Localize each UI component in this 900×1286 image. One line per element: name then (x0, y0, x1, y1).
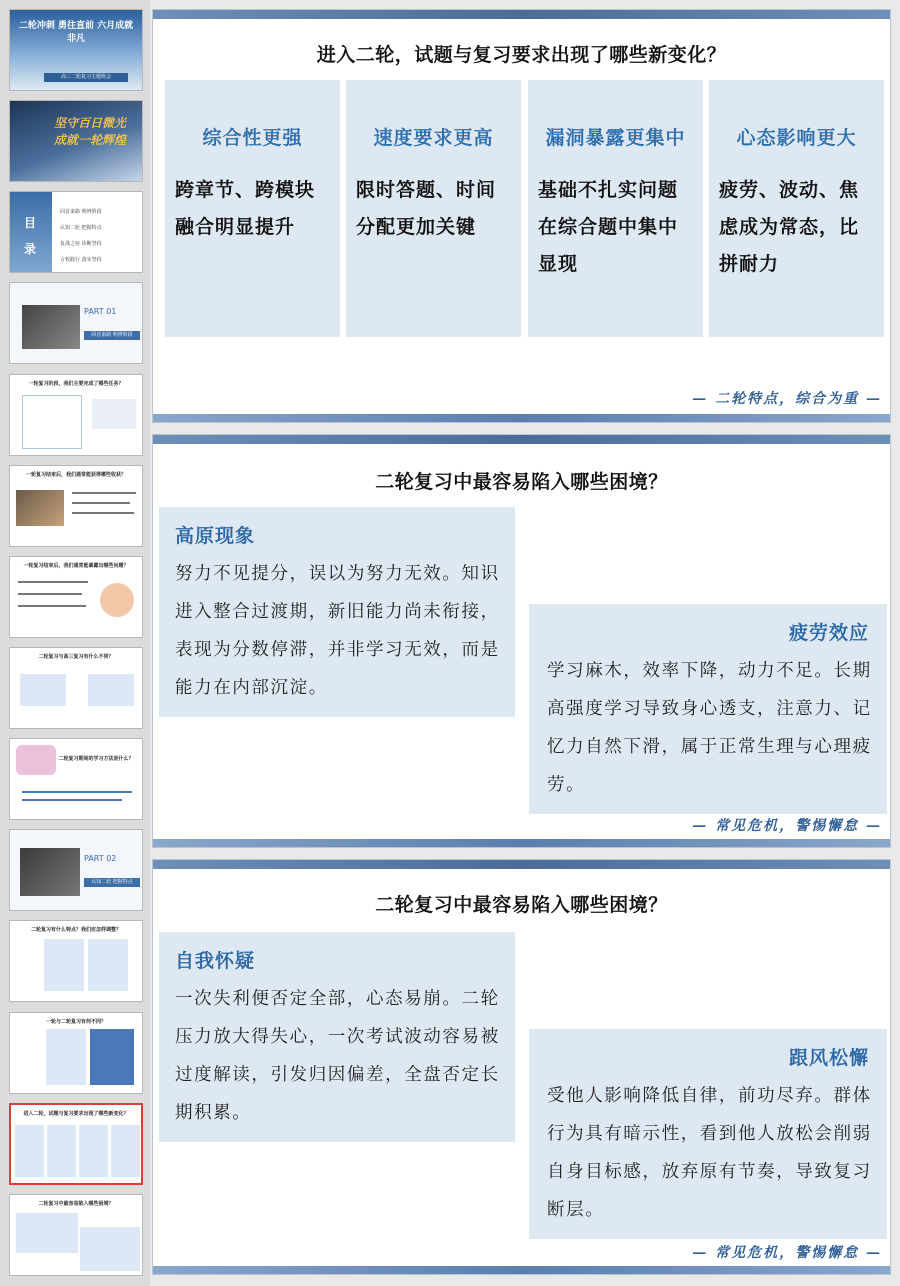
slide-thumbnail-2[interactable] (9, 100, 143, 182)
slide-thumbnail-13[interactable] (9, 1103, 143, 1185)
slide-thumbnail-10[interactable] (9, 829, 143, 911)
thumb-subtitle: 认知二轮 把握特点 (84, 878, 140, 887)
thumb-toc-item: 言校践行 落实坚持 (60, 257, 102, 263)
card-body: 限时答题、时间分配更加关键 (356, 179, 497, 238)
thumb-title: PART 02 (84, 854, 117, 863)
card-heading: 速度要求更高 (373, 127, 494, 149)
slide-thumbnail-7[interactable] (9, 556, 143, 638)
box-body: 一次失利便否定全部，心态易崩。二轮压力放大得失心，一次考试波动容易被过度解读，引发归因偏差，全盘否定长期积累。 (175, 989, 500, 1123)
thumb-title: 一轮复习结束后，我们通常能暴露出哪些问题？ (23, 563, 129, 569)
change-card-comprehensive (165, 80, 340, 337)
slide-thumbnail-panel (0, 0, 150, 1286)
card-heading: 心态影响更大 (736, 127, 857, 149)
box-heading: 跟风松懈 (788, 1047, 869, 1069)
slide-footer: — 常见危机，警惕懈怠 — (692, 1245, 882, 1261)
change-card-mindset (709, 80, 884, 337)
card-heading: 漏洞暴露更集中 (545, 127, 686, 149)
thumb-title: 二轮复习期间的学习方法是什么？ (58, 756, 134, 762)
slide-thumbnail-14[interactable] (9, 1194, 143, 1276)
slide-footer: — 二轮特点，综合为重 — (692, 391, 882, 407)
thumb-toc-item: 回首来路 明辨阶段 (60, 209, 102, 215)
slide-thumbnail-4[interactable] (9, 282, 143, 364)
card-body: 基础不扎实问题在综合题中集中显现 (538, 179, 679, 275)
thumb-title: 二轮冲刺 勇往直前 六月成就非凡 (18, 21, 134, 44)
slide-thumbnail-11[interactable] (9, 920, 143, 1002)
change-card-gaps (528, 80, 703, 337)
card-body: 疲劳、波动、焦虑成为常态，比拼耐力 (719, 179, 860, 275)
box-heading: 疲劳效应 (788, 622, 869, 644)
box-body: 学习麻木，效率下降，动力不足。长期高强度学习导致身心透支，注意力、记忆力自然下滑，属于正常生理与心理疲劳。 (547, 661, 872, 795)
card-body: 跨章节、跨模块融合明显提升 (175, 179, 316, 238)
thumb-title: 目录 (24, 216, 37, 256)
thumb-title: 二轮复习有什么特点？我们应怎样调整？ (30, 927, 121, 933)
thumb-title: 一轮复习阶段，我们主要完成了哪些任务？ (28, 381, 124, 387)
dilemma-box-plateau (159, 507, 515, 717)
thumb-title: 二轮复习中最容易陷入哪些困境？ (38, 1201, 114, 1207)
box-heading: 自我怀疑 (175, 950, 256, 972)
box-body: 受他人影响降低自律，前功尽弃。群体行为具有暗示性，看到他人放松会削弱自身目标感，放弃原有节奏，导致复习断层。 (547, 1086, 872, 1220)
thumb-title: 一轮复习结束后，我们通常能获得哪些收获？ (25, 472, 126, 478)
box-body: 努力不见提分，误以为努力无效。知识进入整合过渡期，新旧能力尚未衔接，表现为分数停滞，并非学习无效，而是能力在内部沉淀。 (175, 564, 500, 698)
thumb-title: 二轮复习与高三复习有什么不同？ (38, 654, 114, 660)
slide-thumbnail-12[interactable] (9, 1012, 143, 1094)
thumb-title: PART 01 (84, 307, 117, 316)
slide-dilemmas-2 (152, 859, 891, 1275)
slide-dilemmas-1 (152, 434, 891, 848)
change-card-speed (346, 80, 521, 337)
slide-thumbnail-1[interactable] (9, 9, 143, 91)
thumb-toc-item: 复战之症 诊断坚持 (60, 241, 102, 247)
dilemma-box-self-doubt (159, 932, 515, 1142)
slide-thumbnail-6[interactable] (9, 465, 143, 547)
thumb-subtitle: 高三二轮复习主题班会 (44, 73, 128, 82)
slide-title: 二轮复习中最容易陷入哪些困境？ (375, 894, 668, 916)
thumb-toc-item: 认知二轮 把握特点 (60, 225, 102, 231)
box-heading: 高原现象 (175, 525, 256, 547)
thumb-subtitle: 回首来路 明辨阶段 (84, 331, 140, 340)
slide-changes (152, 9, 891, 423)
thumb-title: 一轮与二轮复习有何不同？ (45, 1019, 106, 1025)
slide-title: 进入二轮，试题与复习要求出现了哪些新变化？ (316, 44, 727, 66)
card-heading: 综合性更强 (202, 127, 303, 149)
slide-thumbnail-8[interactable] (9, 647, 143, 729)
slide-thumbnail-9[interactable] (9, 738, 143, 820)
dilemma-box-slacking (529, 1029, 887, 1239)
slide-thumbnail-5[interactable] (9, 374, 143, 456)
slide-footer: — 常见危机，警惕懈怠 — (692, 818, 882, 834)
dilemma-box-fatigue (529, 604, 887, 814)
thumb-title: 进入二轮，试题与复习要求出现了哪些新变化？ (23, 1111, 129, 1117)
slide-thumbnail-3[interactable] (9, 191, 143, 273)
slide-title: 二轮复习中最容易陷入哪些困境？ (375, 471, 668, 493)
thumb-title: 坚守百日微光 成就一轮辉煌 (54, 116, 127, 147)
